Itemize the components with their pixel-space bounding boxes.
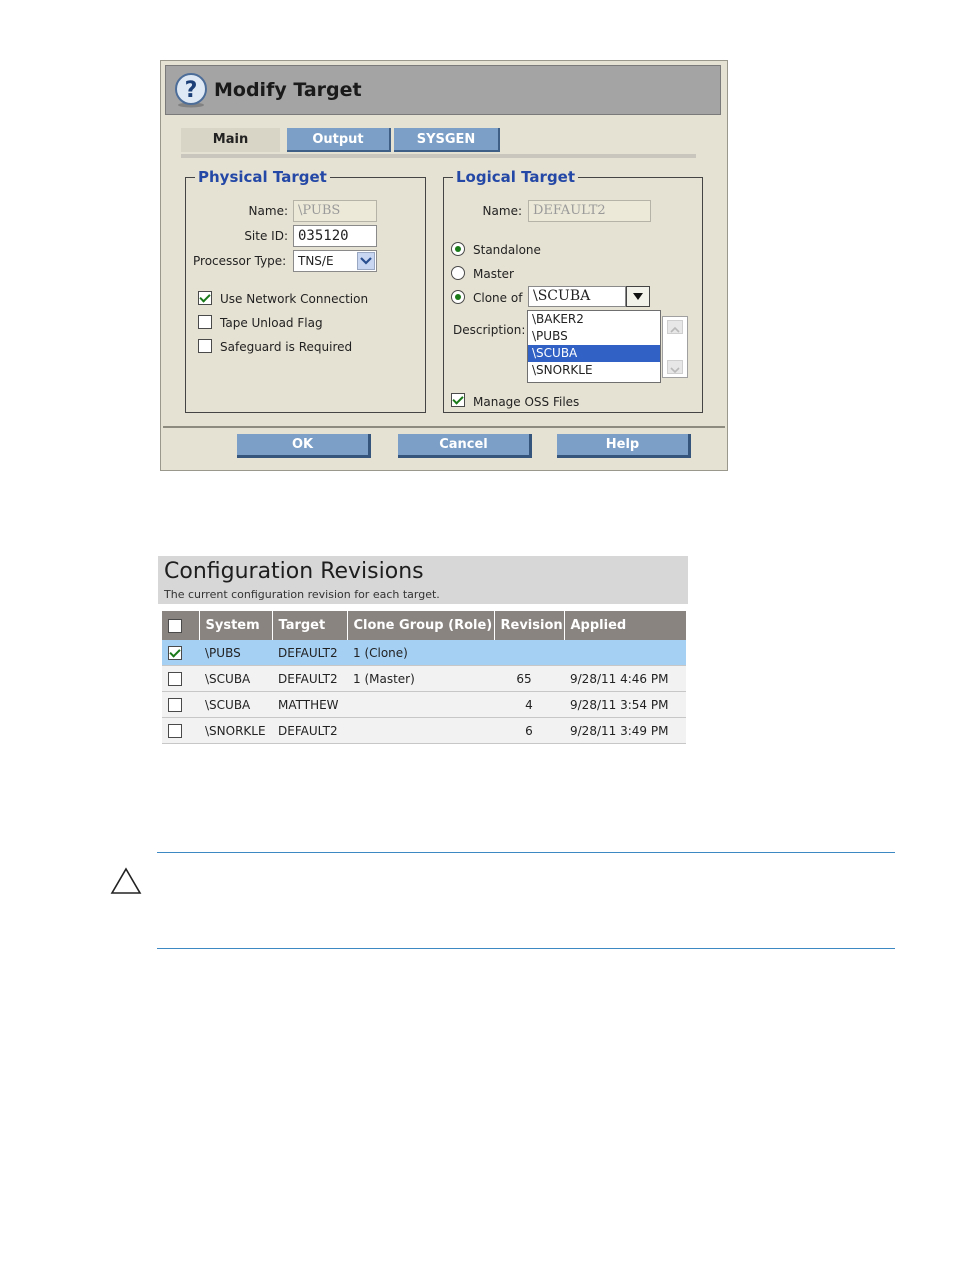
revisions-header bbox=[158, 556, 688, 604]
column-header-system[interactable]: System bbox=[199, 611, 272, 640]
description-label: Description: bbox=[453, 323, 526, 337]
row-checkbox[interactable] bbox=[168, 646, 182, 660]
help-button[interactable]: Help bbox=[557, 434, 691, 458]
row-checkbox[interactable] bbox=[168, 724, 182, 738]
safeguard-checkbox[interactable] bbox=[198, 339, 212, 353]
target-link[interactable]: DEFAULT2 bbox=[272, 718, 347, 744]
clone-of-dropdown-button[interactable] bbox=[626, 286, 650, 307]
applied-cell: 9/28/11 4:46 PM bbox=[564, 666, 686, 692]
physical-target-legend: Physical Target bbox=[195, 168, 330, 186]
tab-sysgen[interactable]: SYSGEN bbox=[394, 128, 500, 152]
table-row[interactable] bbox=[162, 666, 686, 692]
manage-oss-checkbox[interactable] bbox=[451, 393, 465, 407]
use-network-label: Use Network Connection bbox=[220, 292, 369, 306]
clone-of-combo[interactable]: \SCUBA bbox=[528, 286, 626, 307]
select-all-header bbox=[162, 611, 199, 640]
applied-cell bbox=[564, 640, 686, 666]
tape-unload-checkbox[interactable] bbox=[198, 315, 212, 329]
target-link[interactable]: MATTHEW bbox=[272, 692, 347, 718]
ok-button[interactable]: OK bbox=[237, 434, 371, 458]
configuration-revisions-panel bbox=[158, 556, 688, 744]
row-checkbox[interactable] bbox=[168, 698, 182, 712]
clone-group-cell bbox=[347, 692, 494, 718]
standalone-radio[interactable] bbox=[451, 242, 465, 256]
caution-top-rule bbox=[157, 852, 895, 853]
revisions-table bbox=[162, 611, 687, 744]
processor-dropdown-button[interactable] bbox=[357, 252, 375, 270]
master-label: Master bbox=[473, 267, 514, 281]
clone-group-cell: 1 (Master) bbox=[347, 666, 494, 692]
tape-unload-label: Tape Unload Flag bbox=[220, 316, 323, 330]
table-header-row bbox=[162, 611, 686, 640]
clone-of-dropdown-list[interactable] bbox=[527, 310, 661, 383]
physical-name-field[interactable]: \PUBS bbox=[293, 200, 377, 222]
tab-output[interactable]: Output bbox=[287, 128, 391, 152]
revision-link[interactable]: 6 bbox=[494, 718, 564, 744]
clone-option[interactable]: \PUBS bbox=[532, 329, 568, 343]
column-header-revision[interactable]: Revision bbox=[494, 611, 564, 640]
use-network-checkbox[interactable] bbox=[198, 291, 212, 305]
manage-oss-label: Manage OSS Files bbox=[473, 395, 580, 409]
target-link[interactable]: DEFAULT2 bbox=[272, 640, 347, 666]
scroll-up-icon[interactable] bbox=[667, 320, 683, 334]
scroll-down-icon[interactable] bbox=[667, 360, 683, 374]
caution-triangle-icon bbox=[110, 867, 142, 895]
applied-cell: 9/28/11 3:49 PM bbox=[564, 718, 686, 744]
help-question-icon bbox=[173, 72, 209, 108]
tab-main[interactable]: Main bbox=[181, 128, 280, 152]
revision-link[interactable]: 4 bbox=[494, 692, 564, 718]
revision-link[interactable] bbox=[494, 640, 564, 666]
revisions-subtitle: The current configuration revision for each target. bbox=[164, 588, 440, 601]
chevron-down-icon bbox=[358, 253, 374, 269]
applied-cell: 9/28/11 3:54 PM bbox=[564, 692, 686, 718]
row-select-cell bbox=[162, 692, 199, 718]
clone-group-cell bbox=[347, 718, 494, 744]
processor-type-label: Processor Type: bbox=[193, 254, 287, 268]
system-cell: \SCUBA bbox=[199, 692, 272, 718]
table-row[interactable] bbox=[162, 640, 686, 666]
cancel-button[interactable]: Cancel bbox=[398, 434, 532, 458]
column-header-clone-group[interactable]: Clone Group (Role) bbox=[347, 611, 494, 640]
row-checkbox[interactable] bbox=[168, 672, 182, 686]
clone-option[interactable]: \BAKER2 bbox=[532, 312, 584, 326]
row-select-cell bbox=[162, 718, 199, 744]
standalone-label: Standalone bbox=[473, 243, 541, 257]
dialog-title: Modify Target bbox=[214, 79, 362, 101]
safeguard-label: Safeguard is Required bbox=[220, 340, 353, 354]
system-cell: \SNORKLE bbox=[199, 718, 272, 744]
description-textarea[interactable] bbox=[662, 316, 688, 378]
svg-text:?: ? bbox=[184, 78, 198, 103]
clone-of-radio[interactable] bbox=[451, 290, 465, 304]
target-link[interactable]: DEFAULT2 bbox=[272, 666, 347, 692]
clone-group-cell: 1 (Clone) bbox=[347, 640, 494, 666]
revisions-title: Configuration Revisions bbox=[164, 559, 424, 584]
select-all-checkbox[interactable] bbox=[168, 619, 182, 633]
dialog-header bbox=[165, 65, 721, 115]
table-row[interactable] bbox=[162, 718, 686, 744]
clone-of-label: Clone of bbox=[473, 291, 523, 305]
processor-type-value: TNS/E bbox=[298, 254, 334, 268]
master-radio[interactable] bbox=[451, 266, 465, 280]
column-header-target[interactable]: Target bbox=[272, 611, 347, 640]
triangle-down-icon bbox=[627, 287, 649, 306]
name-label: Name: bbox=[248, 204, 288, 218]
logical-name-label: Name: bbox=[482, 204, 522, 218]
column-header-applied[interactable]: Applied bbox=[564, 611, 686, 640]
revision-link[interactable]: 65 bbox=[494, 666, 564, 692]
system-cell: \PUBS bbox=[199, 640, 272, 666]
dialog-footer-divider bbox=[163, 426, 725, 428]
table-row[interactable] bbox=[162, 692, 686, 718]
tab-underline bbox=[181, 154, 696, 158]
row-select-cell bbox=[162, 666, 199, 692]
clone-option[interactable]: \SNORKLE bbox=[532, 363, 593, 377]
caution-bottom-rule bbox=[157, 948, 895, 949]
logical-target-legend: Logical Target bbox=[453, 168, 578, 186]
site-id-label: Site ID: bbox=[244, 229, 288, 243]
system-cell: \SCUBA bbox=[199, 666, 272, 692]
logical-name-field[interactable]: DEFAULT2 bbox=[528, 200, 651, 222]
site-id-field[interactable]: 035120 bbox=[293, 225, 377, 247]
clone-option-selected[interactable]: \SCUBA bbox=[528, 345, 660, 362]
row-select-cell bbox=[162, 640, 199, 666]
